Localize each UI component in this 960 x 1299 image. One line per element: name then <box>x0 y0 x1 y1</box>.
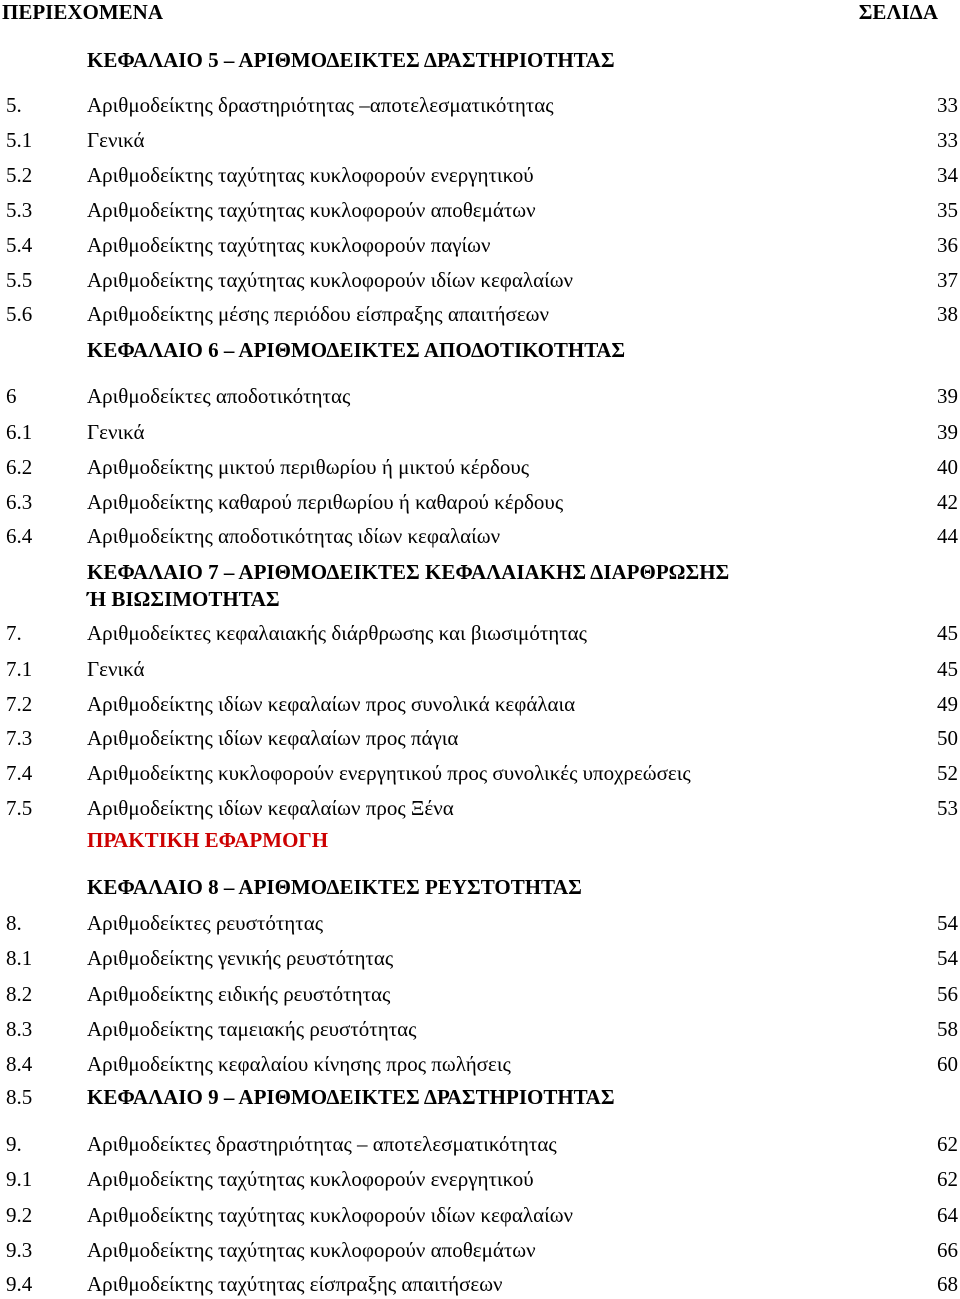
entry-page: 39 <box>937 384 958 408</box>
toc-entry[interactable] <box>0 1235 960 1265</box>
entry-number: 7.3 <box>6 726 33 750</box>
entry-page: 52 <box>937 761 958 785</box>
entry-page: 50 <box>937 726 958 750</box>
toc-entry[interactable] <box>0 381 960 411</box>
entry-title: Αριθμοδείκτες κεφαλαιακής διάρθρωσης και βιωσιμότητας <box>87 621 587 645</box>
toc-entry[interactable] <box>0 417 960 447</box>
entry-number: 9. <box>6 1132 22 1156</box>
entry-title: Αριθμοδείκτης κεφαλαίου κίνησης προς πωλήσεις <box>87 1052 511 1076</box>
entry-page: 54 <box>937 911 958 935</box>
entry-number: 8.4 <box>6 1052 33 1076</box>
entry-number: 7.4 <box>6 761 33 785</box>
entry-number: 9.2 <box>6 1203 33 1227</box>
toc-entry[interactable] <box>0 618 960 648</box>
entry-page: 58 <box>937 1017 958 1041</box>
chapter-8-heading: ΚΕΦΑΛΑΙΟ 8 – ΑΡΙΘΜΟΔΕΙΚΤΕΣ ΡΕΥΣΤΟΤΗΤΑΣ <box>87 875 582 899</box>
entry-number: 5.3 <box>6 198 33 222</box>
toc-entry[interactable] <box>0 195 960 225</box>
entry-number: 6.4 <box>6 524 33 548</box>
entry-page: 36 <box>937 233 958 257</box>
entry-title: Αριθμοδείκτης ταχύτητας κυκλοφορούν ενεργητικού <box>87 163 534 187</box>
entry-title: Αριθμοδείκτης γενικής ρευστότητας <box>87 946 394 970</box>
entry-title: Αριθμοδείκτες ρευστότητας <box>87 911 324 935</box>
entry-title: Αριθμοδείκτης ταχύτητας κυκλοφορούν ενεργητικού <box>87 1167 534 1191</box>
entry-number: 5.6 <box>6 302 33 326</box>
entry-number: 9.4 <box>6 1272 33 1296</box>
entry-page: 53 <box>937 796 958 820</box>
entry-page: 45 <box>937 621 958 645</box>
toc-entry[interactable] <box>0 1164 960 1194</box>
toc-entry[interactable] <box>0 90 960 120</box>
entry-number: 8.3 <box>6 1017 33 1041</box>
entry-title: Αριθμοδείκτες δραστηριότητας – αποτελεσματικότητας <box>87 1132 557 1156</box>
toc-entry[interactable] <box>0 1200 960 1230</box>
toc-entry[interactable] <box>0 1049 960 1079</box>
entry-page: 44 <box>937 524 958 548</box>
entry-number: 5. <box>6 93 22 117</box>
entry-page: 56 <box>937 982 958 1006</box>
entry-title: Αριθμοδείκτης ταχύτητας κυκλοφορούν αποθεμάτων <box>87 198 536 222</box>
entry-page: 33 <box>937 93 958 117</box>
entry-title: Αριθμοδείκτης ταχύτητας είσπραξης απαιτήσεων <box>87 1272 503 1296</box>
toc-entry[interactable] <box>0 1269 960 1299</box>
entry-title: Αριθμοδείκτης μέσης περιόδου είσπραξης απαιτήσεων <box>87 302 549 326</box>
entry-number: 8.5 <box>6 1085 33 1109</box>
entry-title: Αριθμοδείκτης αποδοτικότητας ιδίων κεφαλαίων <box>87 524 501 548</box>
toc-entry[interactable] <box>0 265 960 295</box>
entry-page: 49 <box>937 692 958 716</box>
entry-title: Αριθμοδείκτης ταχύτητας κυκλοφορούν ιδίων κεφαλαίων <box>87 1203 574 1227</box>
chapter-7-heading-continued: Ή ΒΙΩΣΙΜΟΤΗΤΑΣ <box>87 587 280 611</box>
entry-number: 8.2 <box>6 982 33 1006</box>
entry-page: 37 <box>937 268 958 292</box>
contents-heading: ΠΕΡΙΕΧΟΜΕΝΑ <box>2 0 164 24</box>
entry-title: Αριθμοδείκτης μικτού περιθωρίου ή μικτού κέρδους <box>87 455 530 479</box>
toc-entry[interactable] <box>0 230 960 260</box>
entry-page: 34 <box>937 163 958 187</box>
entry-title: Γενικά <box>87 420 145 444</box>
entry-title: Αριθμοδείκτης ειδικής ρευστότητας <box>87 982 391 1006</box>
entry-title: Αριθμοδείκτες αποδοτικότητας <box>87 384 351 408</box>
entry-number: 6.3 <box>6 490 33 514</box>
entry-page: 33 <box>937 128 958 152</box>
toc-entry[interactable] <box>0 125 960 155</box>
toc-entry[interactable] <box>0 758 960 788</box>
entry-title: Γενικά <box>87 657 145 681</box>
entry-number: 8. <box>6 911 22 935</box>
entry-page: 64 <box>937 1203 958 1227</box>
toc-entry[interactable] <box>0 1129 960 1159</box>
entry-page: 35 <box>937 198 958 222</box>
entry-page: 60 <box>937 1052 958 1076</box>
entry-number: 5.1 <box>6 128 33 152</box>
chapter-5-heading: ΚΕΦΑΛΑΙΟ 5 – ΑΡΙΘΜΟΔΕΙΚΤΕΣ ΔΡΑΣΤΗΡΙΟΤΗΤΑΣ <box>87 48 615 72</box>
toc-entry[interactable] <box>0 979 960 1009</box>
entry-number: 7.5 <box>6 796 33 820</box>
entry-number: 6.1 <box>6 420 33 444</box>
chapter-9-heading: ΚΕΦΑΛΑΙΟ 9 – ΑΡΙΘΜΟΔΕΙΚΤΕΣ ΔΡΑΣΤΗΡΙΟΤΗΤΑΣ <box>87 1085 615 1109</box>
toc-entry[interactable] <box>0 160 960 190</box>
entry-title: Αριθμοδείκτης καθαρού περιθωρίου ή καθαρού κέρδους <box>87 490 564 514</box>
practical-application-heading: ΠΡΑΚΤΙΚΗ ΕΦΑΡΜΟΓΗ <box>87 828 329 852</box>
entry-number: 7.1 <box>6 657 33 681</box>
page-column-heading: ΣΕΛΙΔΑ <box>858 0 938 24</box>
entry-page: 54 <box>937 946 958 970</box>
entry-number: 5.5 <box>6 268 33 292</box>
toc-entry[interactable] <box>0 793 960 823</box>
toc-entry[interactable] <box>0 299 960 329</box>
entry-page: 66 <box>937 1238 958 1262</box>
entry-number: 8.1 <box>6 946 33 970</box>
entry-number: 7. <box>6 621 22 645</box>
entry-title: Αριθμοδείκτης δραστηριότητας –αποτελεσματικότητας <box>87 93 554 117</box>
entry-page: 40 <box>937 455 958 479</box>
entry-page: 68 <box>937 1272 958 1296</box>
chapter-7-heading: ΚΕΦΑΛΑΙΟ 7 – ΑΡΙΘΜΟΔΕΙΚΤΕΣ ΚΕΦΑΛΑΙΑΚΗΣ ΔΙΑΡΘΡΩΣΗΣ <box>87 560 730 584</box>
toc-entry[interactable] <box>0 689 960 719</box>
entry-number: 7.2 <box>6 692 33 716</box>
entry-number: 5.4 <box>6 233 33 257</box>
toc-entry[interactable] <box>0 1082 960 1112</box>
entry-page: 38 <box>937 302 958 326</box>
entry-page: 39 <box>937 420 958 444</box>
entry-title: Αριθμοδείκτης ταμειακής ρευστότητας <box>87 1017 417 1041</box>
toc-entry[interactable] <box>0 654 960 684</box>
entry-title: Αριθμοδείκτης ιδίων κεφαλαίων προς πάγια <box>87 726 459 750</box>
entry-title: Αριθμοδείκτης ιδίων κεφαλαίων προς Ξένα <box>87 796 454 820</box>
entry-title: Γενικά <box>87 128 145 152</box>
entry-number: 5.2 <box>6 163 33 187</box>
entry-page: 42 <box>937 490 958 514</box>
toc-entry[interactable] <box>0 487 960 517</box>
entry-title: Αριθμοδείκτης ταχύτητας κυκλοφορούν ιδίων κεφαλαίων <box>87 268 574 292</box>
entry-number: 9.3 <box>6 1238 33 1262</box>
entry-title: Αριθμοδείκτης ταχύτητας κυκλοφορούν παγίων <box>87 233 491 257</box>
entry-number: 6.2 <box>6 455 33 479</box>
entry-number: 9.1 <box>6 1167 33 1191</box>
entry-page: 45 <box>937 657 958 681</box>
toc-entry[interactable] <box>0 1014 960 1044</box>
entry-page: 62 <box>937 1132 958 1156</box>
toc-entry[interactable] <box>0 521 960 551</box>
entry-title: Αριθμοδείκτης κυκλοφορούν ενεργητικού προς συνολικές υποχρεώσεις <box>87 761 691 785</box>
entry-title: Αριθμοδείκτης ιδίων κεφαλαίων προς συνολικά κεφάλαια <box>87 692 576 716</box>
toc-entry[interactable] <box>0 452 960 482</box>
toc-entry[interactable] <box>0 908 960 938</box>
toc-entry[interactable] <box>0 723 960 753</box>
entry-page: 62 <box>937 1167 958 1191</box>
chapter-6-heading: ΚΕΦΑΛΑΙΟ 6 – ΑΡΙΘΜΟΔΕΙΚΤΕΣ ΑΠΟΔΟΤΙΚΟΤΗΤΑΣ <box>87 338 626 362</box>
entry-number: 6 <box>6 384 17 408</box>
toc-entry[interactable] <box>0 943 960 973</box>
entry-title: Αριθμοδείκτης ταχύτητας κυκλοφορούν αποθεμάτων <box>87 1238 536 1262</box>
